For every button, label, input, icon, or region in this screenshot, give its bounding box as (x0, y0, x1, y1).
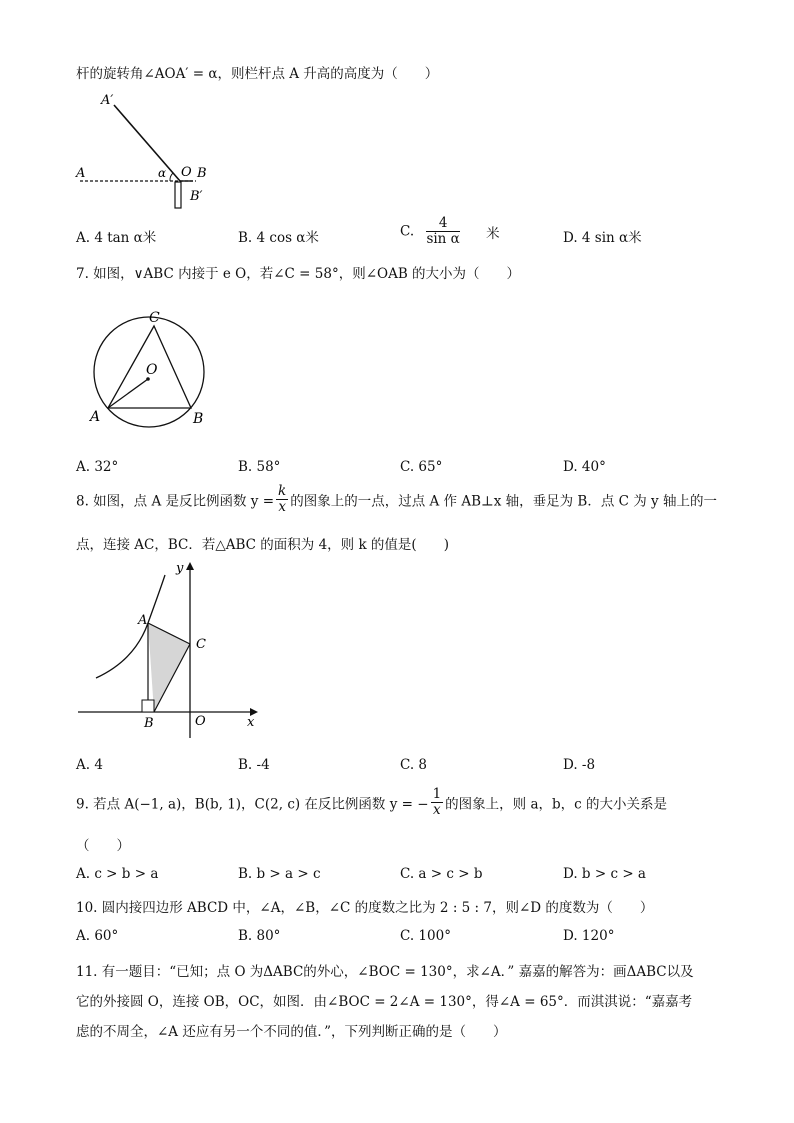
q9-option-d[interactable]: D. b > c > a (563, 866, 646, 882)
q9-fraction-denominator: x (433, 802, 441, 818)
q11-stem-line2: 它的外接圆 O，连接 OB，OC，如图．由∠BOC = 2∠A = 130°，得∠A = 65°．而淇淇说：“嘉嘉考 (76, 994, 693, 1010)
q7-option-b[interactable]: B. 58° (238, 459, 281, 475)
label-o: O (195, 714, 206, 729)
q8-option-c[interactable]: C. 8 (400, 757, 428, 773)
q6-option-b[interactable]: B. 4 cos α米 (238, 230, 319, 246)
q8-option-d[interactable]: D. -8 (563, 757, 596, 773)
q8-fraction-numerator: k (278, 483, 287, 499)
triangle-abc-fill (148, 623, 190, 712)
label-b-prime: B′ (190, 189, 203, 204)
q6-option-c-denominator: sin α (426, 231, 460, 247)
q9-stem-part1: 9. 若点 A(−1, a)，B(b, 1)，C(2, c) 在反比例函数 y = − (76, 796, 429, 813)
q10-option-a[interactable]: A. 60° (76, 928, 119, 944)
q7-option-d[interactable]: D. 40° (563, 459, 606, 475)
q11-stem-line1: 11. 有一题目：“已知；点 O 为ΔABC的外心，∠BOC = 130°，求∠A．” 嘉嘉的解答为：画ΔABC以及 (76, 964, 694, 980)
q9-option-a[interactable]: A. c > b > a (76, 866, 159, 882)
right-angle-mark (142, 700, 154, 712)
label-y: y (176, 561, 184, 576)
y-axis-arrow (186, 562, 194, 570)
q7-stem: 7. 如图，∨ABC 内接于 e O，若∠C = 58°，则∠OAB 的大小为（ ） (76, 266, 521, 282)
q8-stem-line2: 点，连接 AC，BC．若△ABC 的面积为 4，则 k 的值是( ) (76, 537, 449, 553)
label-a: A (76, 166, 86, 181)
q8-option-a[interactable]: A. 4 (76, 757, 103, 773)
q9-option-b[interactable]: B. b > a > c (238, 866, 321, 882)
q6-option-c-suffix: 米 (486, 225, 500, 242)
q6-option-a[interactable]: A. 4 tan α米 (76, 230, 157, 246)
q8-stem-part1: 8. 如图，点 A 是反比例函数 y = (76, 493, 275, 510)
q9-option-c[interactable]: C. a > c > b (400, 866, 483, 882)
label-a: A (90, 409, 101, 425)
q8-option-b[interactable]: B. -4 (238, 757, 270, 773)
label-o: O (181, 165, 192, 180)
q9-fraction (431, 787, 444, 818)
label-c: C (149, 310, 160, 326)
q7-option-a[interactable]: A. 32° (76, 459, 119, 475)
label-o: O (146, 362, 158, 378)
q10-stem: 10. 圆内接四边形 ABCD 中，∠A，∠B，∠C 的度数之比为 2 : 5 : 7，则∠D 的度数为（ ） (76, 900, 654, 916)
q9-stem-line2: （ ） (76, 838, 130, 854)
q6-stem: 杆的旋转角∠AOA′ = α，则栏杆点 A 升高的高度为（ ） (76, 66, 439, 82)
label-b: B (193, 411, 204, 427)
q11-stem-line3: 虑的不周全，∠A 还应有另一个不同的值．”，下列判断正确的是（ ） (76, 1024, 507, 1040)
q8-stem-part2: 的图象上的一点，过点 A 作 AB⊥x 轴，垂足为 B．点 C 为 y 轴上的一 (290, 493, 717, 510)
q6-option-c-prefix: C. (400, 223, 415, 240)
q9-stem-part2: 的图象上，则 a，b，c 的大小关系是 (445, 796, 667, 813)
label-alpha: α (158, 166, 167, 180)
label-b: B (144, 716, 154, 731)
q9-fraction-numerator: 1 (432, 786, 442, 802)
label-c: C (196, 637, 206, 652)
q6-option-c-numerator: 4 (426, 216, 459, 232)
label-a-prime: A′ (101, 93, 114, 108)
label-x: x (247, 715, 255, 730)
q6-option-d[interactable]: D. 4 sin α米 (563, 230, 642, 246)
q8-fraction-denominator: x (278, 499, 286, 515)
q7-option-c[interactable]: C. 65° (400, 459, 443, 475)
q10-option-c[interactable]: C. 100° (400, 928, 451, 944)
label-a: A (138, 613, 148, 628)
q9-stem-line1 (76, 787, 667, 818)
q10-option-b[interactable]: B. 80° (238, 928, 281, 944)
q10-option-d[interactable]: D. 120° (563, 928, 615, 944)
label-b: B (197, 166, 207, 181)
